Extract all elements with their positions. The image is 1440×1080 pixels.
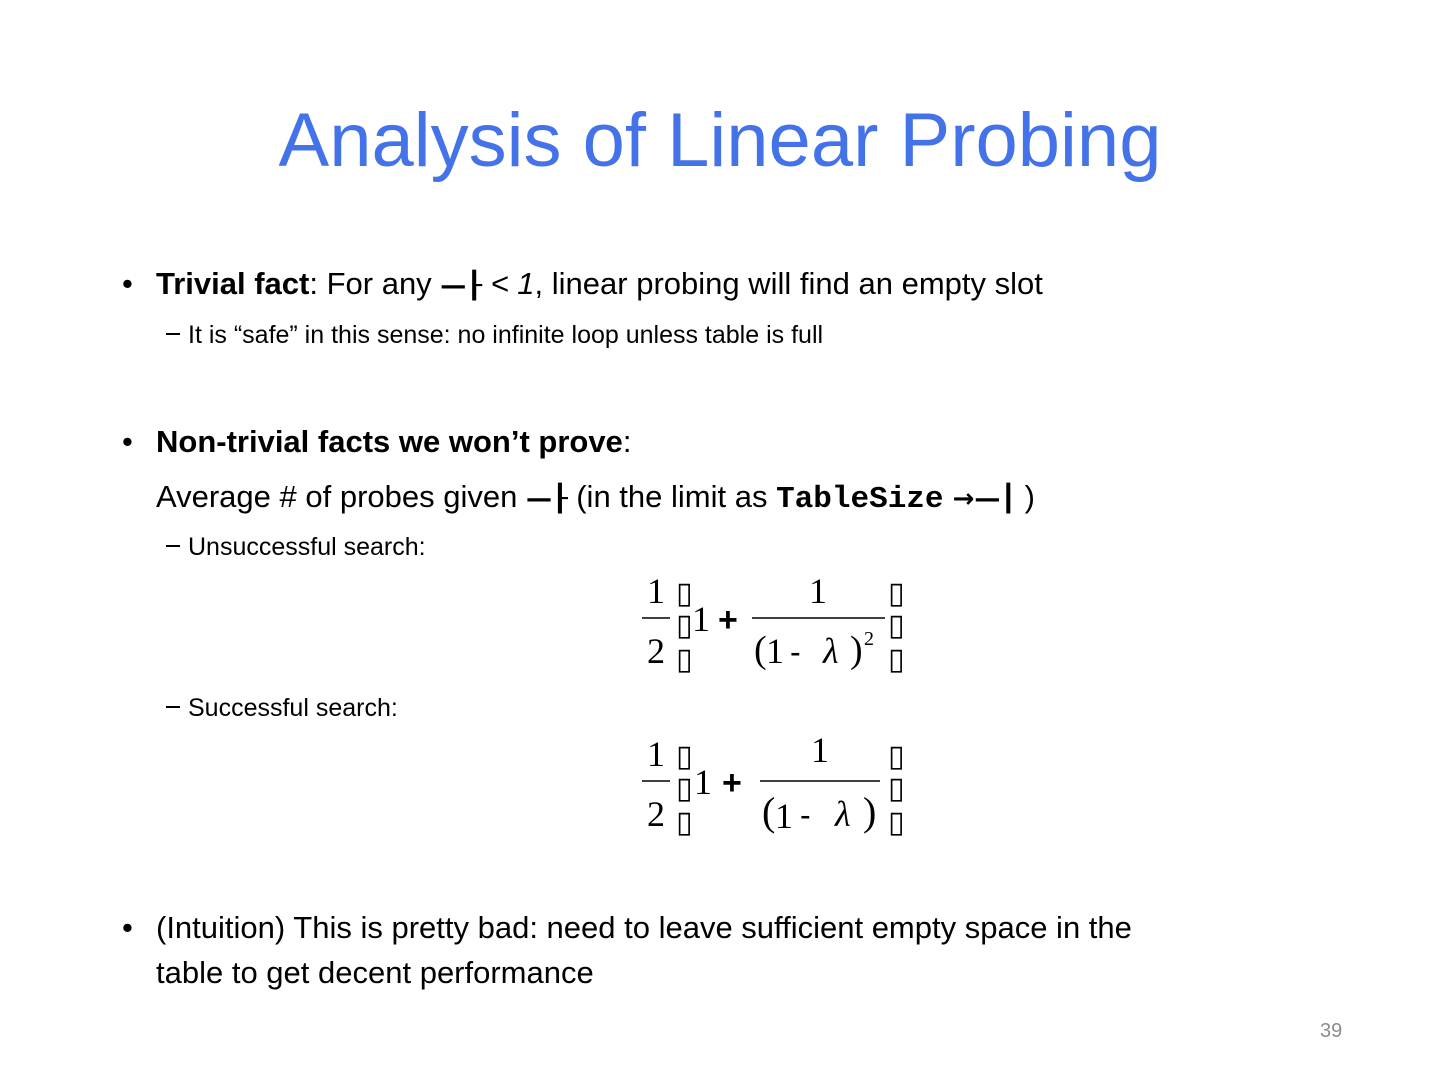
bullet-intuition-line1: (Intuition) This is pretty bad: need to leave sufficient empty space in the <box>156 910 1132 945</box>
exponent: 2 <box>864 628 874 650</box>
formula-successful <box>630 728 920 843</box>
missing-glyph-box: ▯ <box>676 608 693 643</box>
dash-marker <box>166 706 180 708</box>
plus-sign: + <box>722 764 742 802</box>
missing-glyph-box: ▯ <box>888 608 905 643</box>
fraction-numerator: 1 <box>811 730 829 770</box>
den-one: 1 <box>775 796 793 836</box>
plus-sign: + <box>718 601 738 639</box>
missing-glyph-box: ▯ <box>676 805 693 840</box>
open-paren: ( <box>754 629 767 671</box>
close-paren: ) <box>850 629 863 671</box>
average-probes-line <box>156 479 1035 518</box>
infinity-glyph: —┃ <box>974 484 1017 514</box>
lambda-glyph: —┠ <box>525 484 568 514</box>
bullet-marker: • <box>122 424 133 459</box>
missing-glyph-box: ▯ <box>888 576 905 611</box>
bullet-intuition-line2: table to get decent performance <box>156 955 594 990</box>
missing-glyph-box: ▯ <box>676 739 693 774</box>
slide-title: Analysis of Linear Probing <box>278 98 1162 183</box>
sub-text: Unsuccessful search: <box>188 533 426 561</box>
lambda: λ <box>835 794 851 834</box>
bullet-nontrivial-facts <box>156 424 631 460</box>
fraction-numerator: 1 <box>809 571 827 611</box>
missing-glyph-box: ▯ <box>888 805 905 840</box>
bullet-marker: • <box>122 266 133 301</box>
den-one: 1 <box>766 631 784 671</box>
sub-bullet-unsuccessful <box>166 532 426 562</box>
missing-glyph-box: ▯ <box>676 642 693 677</box>
lambda-glyph: —┠ <box>440 271 482 301</box>
half-denominator: 2 <box>647 794 665 834</box>
text: : For any <box>309 266 441 301</box>
open-paren: ( <box>762 789 776 834</box>
arrow-glyph: → <box>943 484 975 514</box>
text: Average # of probes given <box>156 479 526 514</box>
close-paren: ) <box>863 789 877 834</box>
nontrivial-label: Non-trivial facts we won’t prove <box>156 424 623 459</box>
text: , linear probing will find an empty slot <box>534 266 1043 301</box>
minus-sign: - <box>790 634 801 670</box>
formula-unsuccessful <box>630 565 920 680</box>
sub-bullet-successful <box>166 693 398 723</box>
one: 1 <box>692 599 710 639</box>
slide-number: 39 <box>1320 1020 1343 1042</box>
text: (in the limit as <box>567 479 777 514</box>
minus-sign: - <box>800 797 811 833</box>
missing-glyph-box: ▯ <box>888 642 905 677</box>
half-numerator: 1 <box>647 571 665 611</box>
sub-text: It is “safe” in this sense: no infinite loop unless table is full <box>188 321 824 349</box>
half-denominator: 2 <box>647 631 665 671</box>
dash-marker <box>166 333 180 335</box>
half-numerator: 1 <box>647 734 665 774</box>
sub-bullet-safe <box>166 320 823 350</box>
missing-glyph-box: ▯ <box>676 771 693 806</box>
one: 1 <box>517 266 535 301</box>
trivial-fact-label: Trivial fact <box>156 266 310 301</box>
bullet-trivial-fact <box>156 266 1043 304</box>
less-than: < <box>481 266 518 301</box>
text: ) <box>1016 479 1035 514</box>
missing-glyph-box: ▯ <box>676 576 693 611</box>
one: 1 <box>694 762 712 802</box>
dash-marker <box>166 545 180 547</box>
tablesize-code: TableSize <box>776 482 944 517</box>
lambda: λ <box>823 631 839 671</box>
missing-glyph-box: ▯ <box>888 739 905 774</box>
sub-text: Successful search: <box>188 694 398 722</box>
missing-glyph-box: ▯ <box>888 771 905 806</box>
bullet-marker: • <box>122 910 133 945</box>
colon: : <box>622 424 632 459</box>
